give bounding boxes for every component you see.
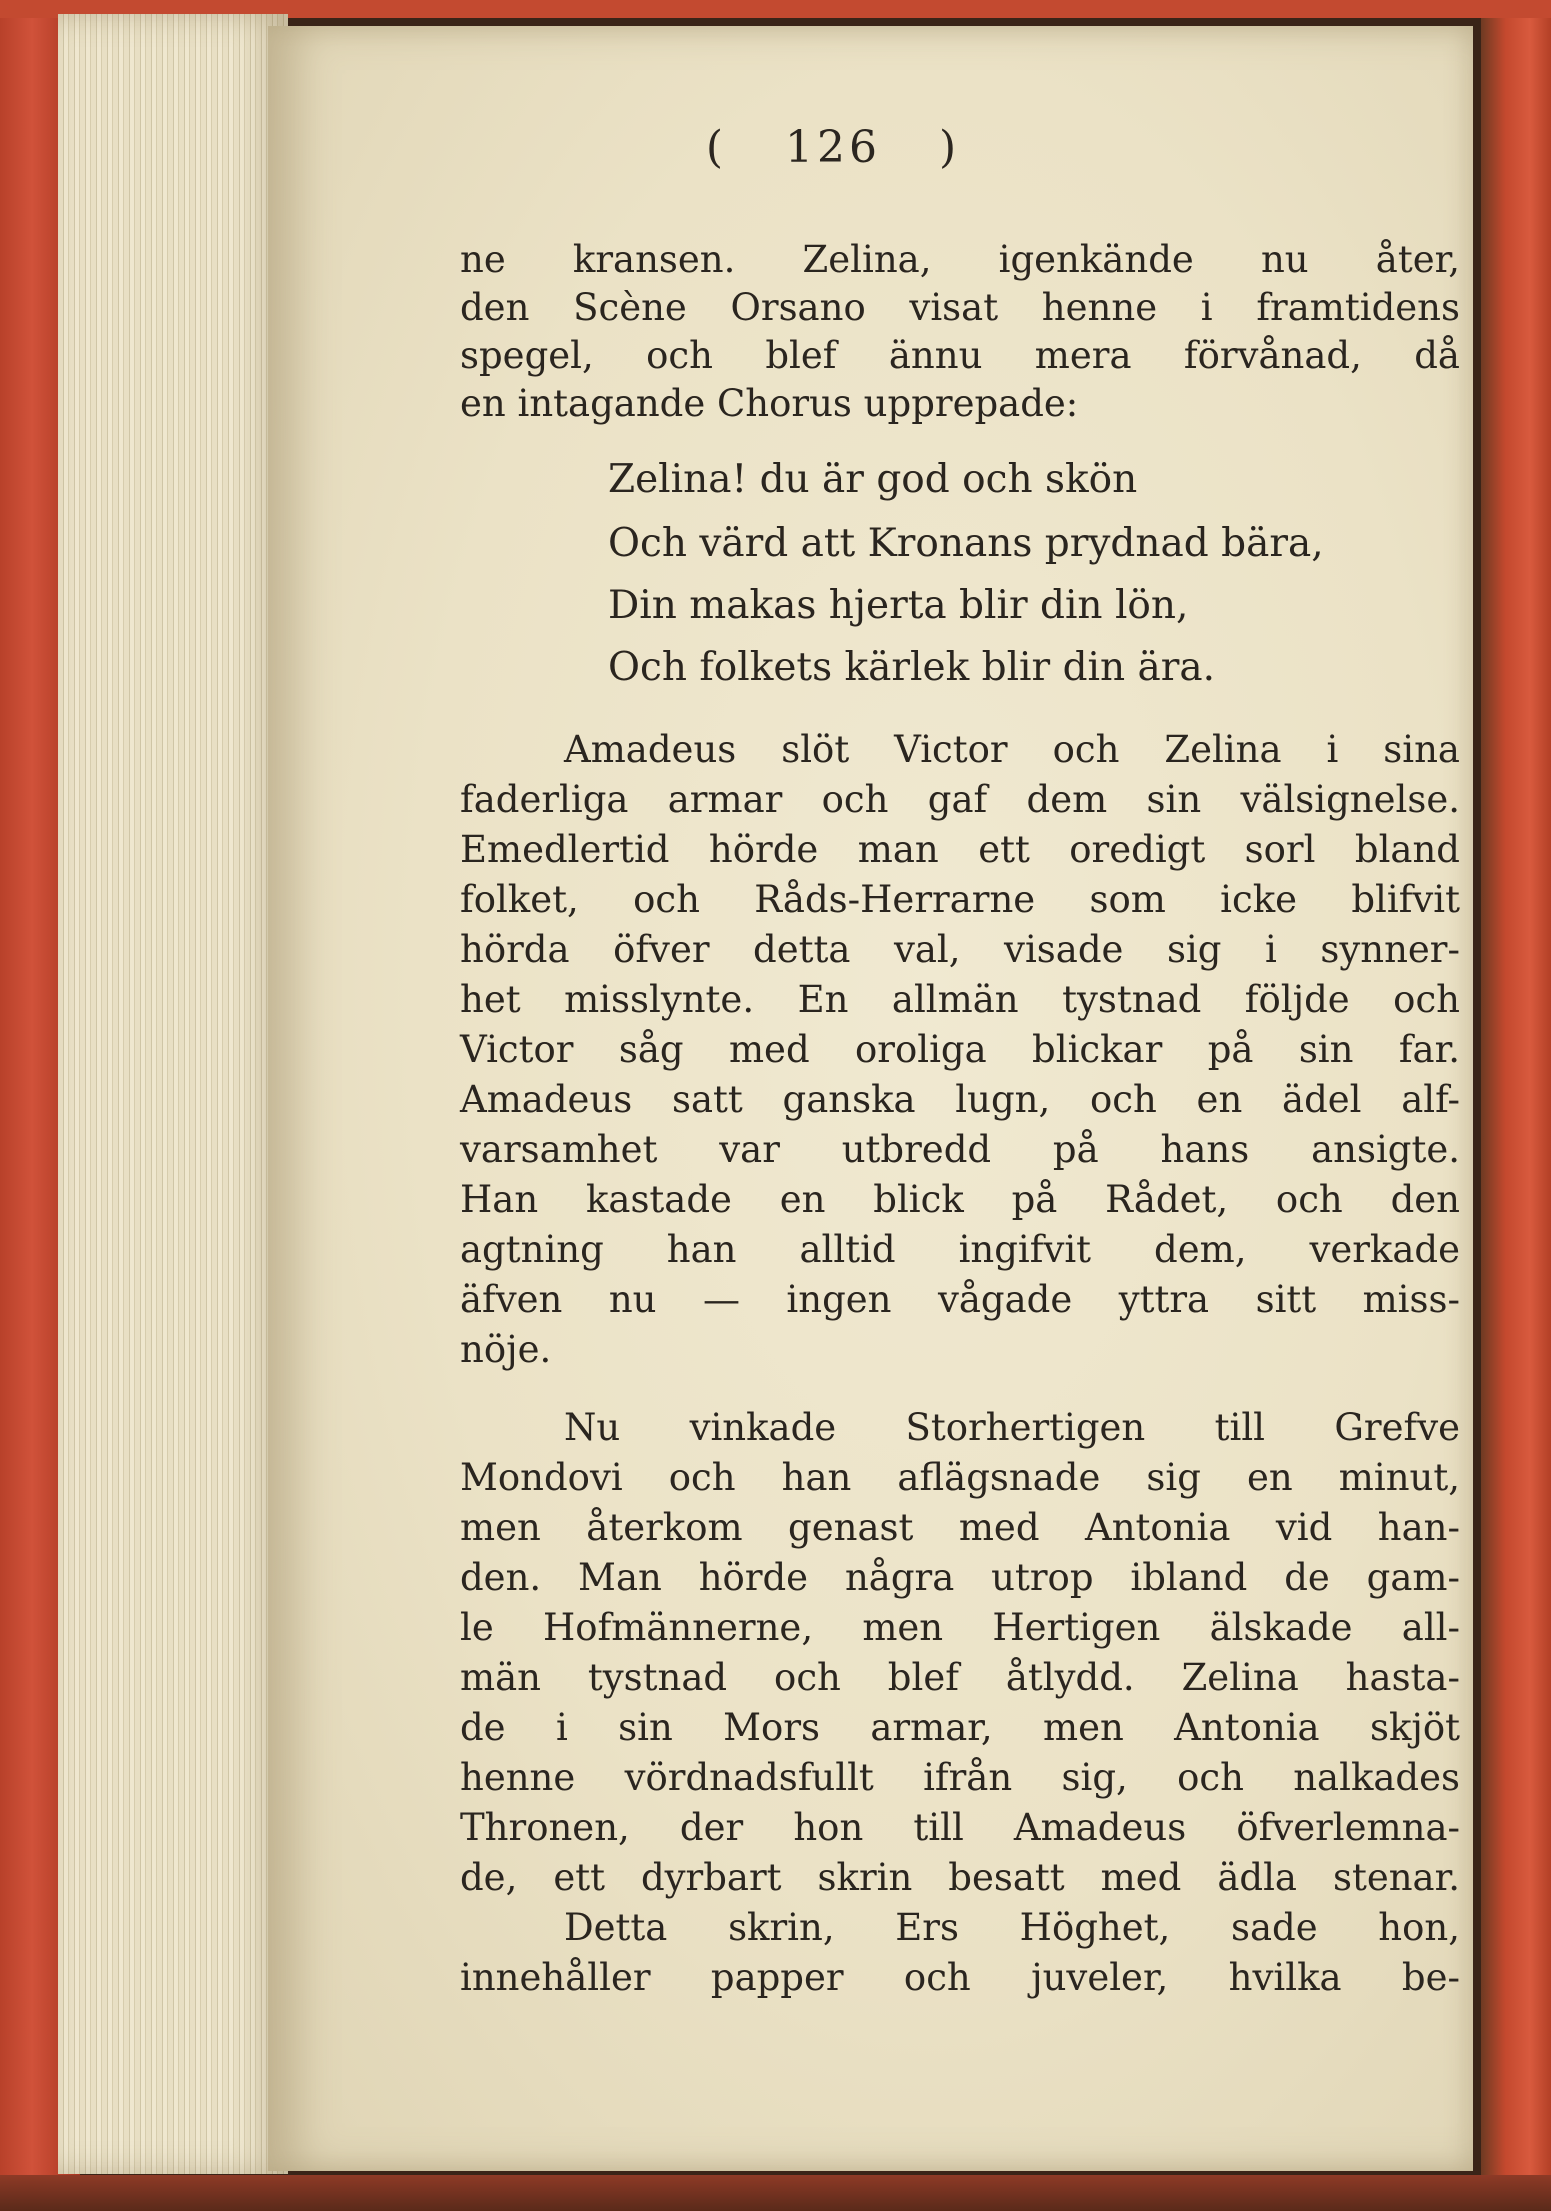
- verse-line: Och värd att Kronans prydnad bära,: [608, 521, 1324, 566]
- text-line: de, ett dyrbart skrin besatt med ädla stenar.: [460, 1856, 1460, 1899]
- text-line: en intagande Chorus upprepade:: [460, 382, 1079, 425]
- text-line: faderliga armar och gaf dem sin välsignelse.: [460, 778, 1460, 821]
- text-line: innehåller papper och juveler, hvilka be-: [460, 1956, 1460, 1999]
- text-line: spegel, och blef ännu mera förvånad, då: [460, 334, 1460, 377]
- book-page: [268, 26, 1473, 2171]
- text-line: men återkom genast med Antonia vid han-: [460, 1506, 1460, 1549]
- text-line: Emedlertid hörde man ett oredigt sorl bland: [460, 828, 1460, 871]
- text-line: hörda öfver detta val, visade sig i synner-: [460, 928, 1460, 971]
- text-line: den Scène Orsano visat henne i framtidens: [460, 286, 1460, 329]
- text-line: le Hofmännerne, men Hertigen älskade all-: [460, 1606, 1460, 1649]
- page-edges: [58, 14, 288, 2174]
- text-line: Detta skrin, Ers Höghet, sade hon,: [564, 1906, 1460, 1949]
- text-line: Thronen, der hon till Amadeus öfverlemna-: [460, 1806, 1460, 1849]
- text-line: äfven nu — ingen vågade yttra sitt miss-: [460, 1278, 1460, 1321]
- book-cover-bottom: [0, 2175, 1551, 2211]
- text-line: nöje.: [460, 1328, 552, 1371]
- text-line: Nu vinkade Storhertigen till Grefve: [564, 1406, 1460, 1449]
- text-line: ne kransen. Zelina, igenkände nu åter,: [460, 238, 1460, 281]
- verse-line: Din makas hjerta blir din lön,: [608, 583, 1189, 628]
- text-line: Amadeus satt ganska lugn, och en ädel alf-: [460, 1078, 1460, 1121]
- text-line: Amadeus slöt Victor och Zelina i sina: [564, 728, 1460, 771]
- text-line: män tystnad och blef åtlydd. Zelina hasta-: [460, 1656, 1460, 1699]
- text-line: henne vördnadsfullt ifrån sig, och nalkades: [460, 1756, 1460, 1799]
- text-line: agtning han alltid ingifvit dem, verkade: [460, 1228, 1460, 1271]
- page-number: ( 126 ): [705, 122, 961, 173]
- text-line: Victor såg med oroliga blickar på sin far.: [460, 1028, 1460, 1071]
- text-line: het misslynte. En allmän tystnad följde och: [460, 978, 1460, 1021]
- text-line: Mondovi och han aflägsnade sig en minut,: [460, 1456, 1460, 1499]
- text-line: Han kastade en blick på Rådet, och den: [460, 1178, 1460, 1221]
- verse-line: Och folkets kärlek blir din ära.: [608, 645, 1216, 690]
- text-line: den. Man hörde några utrop ibland de gam-: [460, 1556, 1460, 1599]
- text-line: varsamhet var utbredd på hans ansigte.: [460, 1128, 1460, 1171]
- book-cover-right: [1481, 0, 1551, 2211]
- verse-line: Zelina! du är god och skön: [608, 457, 1138, 502]
- text-line: de i sin Mors armar, men Antonia skjöt: [460, 1706, 1460, 1749]
- text-line: folket, och Råds-Herrarne som icke blifvit: [460, 878, 1460, 921]
